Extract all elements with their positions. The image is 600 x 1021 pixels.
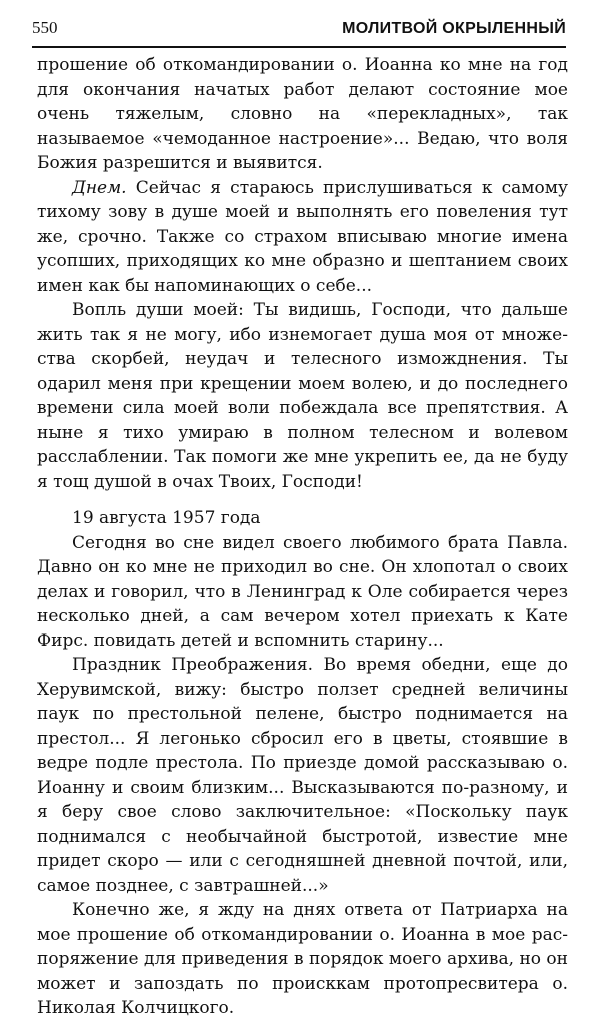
paragraph-text: Сейчас я стараюсь прислушиваться к самому тихому зову в душе моей и выполнять его повеления тут же, срочно. Также со страхом вписываю многие имена усопших, приходящих ко мне образно и шептанием своих имен как бы напоминающих о себе... bbox=[37, 177, 568, 296]
section-title: МОЛИТВОЙ ОКРЫЛЕННЫЙ bbox=[342, 20, 566, 37]
body-text bbox=[37, 53, 568, 1021]
entry-date: 19 августа 1957 года bbox=[72, 508, 261, 528]
running-head bbox=[32, 16, 566, 48]
paragraph-day-entry bbox=[37, 176, 568, 299]
paragraph-dream: Сегодня во сне видел своего любимого брата Павла. Давно он ко мне не приходил во сне. Он хлопотал о своих делах и говорил, что в Ленинград к Оле собирается через несколько дней, а сам вечером хотел приехать к Кате Фирс. повидать детей и вспомнить старину... bbox=[37, 532, 568, 651]
paragraph-prayer: Вопль души моей: Ты видишь, Господи, что дальше жить так я не могу, ибо изнемогает душа моя от множества скорбей, неудач и телесного изможднения. Ты одарил меня при крещении моем волею, и до последнего времени сила моей воли побеждала все препятствия. А ныне я тихо умираю в полном телесном и волевом расслаблении. Так помоги же мне укрепить ее, да не буду я тощ душой в очах Твоих, Господи! bbox=[37, 300, 568, 492]
paragraph-patriarch: Конечно же, я жду на днях ответа от Патриарха на мое прошение об откомандировании о. Иоанна в мое распоряжение для приведения в порядок моего архива, но он может и запоздать по происккам протопресвитера о. Николая Колчицкого. bbox=[37, 900, 568, 1018]
page-number: 550 bbox=[32, 18, 58, 37]
paragraph-continuation: прошение об откомандировании о. Иоанна ко мне на год для окончания начатых работ делают состояние мое очень тяжелым, словно на «перекладных», так называемое «чемоданное настроение»... Ведаю, что воля Божия разрешится и выявится. bbox=[37, 55, 568, 173]
paragraph-transfiguration: Праздник Преображения. Во время обедни, еще до Херувимской, вижу: быстро ползет средней величины паук по престольной пелене, быстро поднимается на престол... Я легонько сбросил его в цветы, стоявшие в ведре подле престола. По приезде домой рассказываю о. Иоанну и своим близким... Высказываются по-разному, и я беру свое слово заключительное: «Поскольку паук поднимался с необычайной быстротой, известие мне придет скоро — или с сегодняшней дневной почтой, или, самое позднее, с завтрашней...» bbox=[37, 655, 568, 896]
paragraph-lead-word: Днем. bbox=[72, 177, 127, 198]
